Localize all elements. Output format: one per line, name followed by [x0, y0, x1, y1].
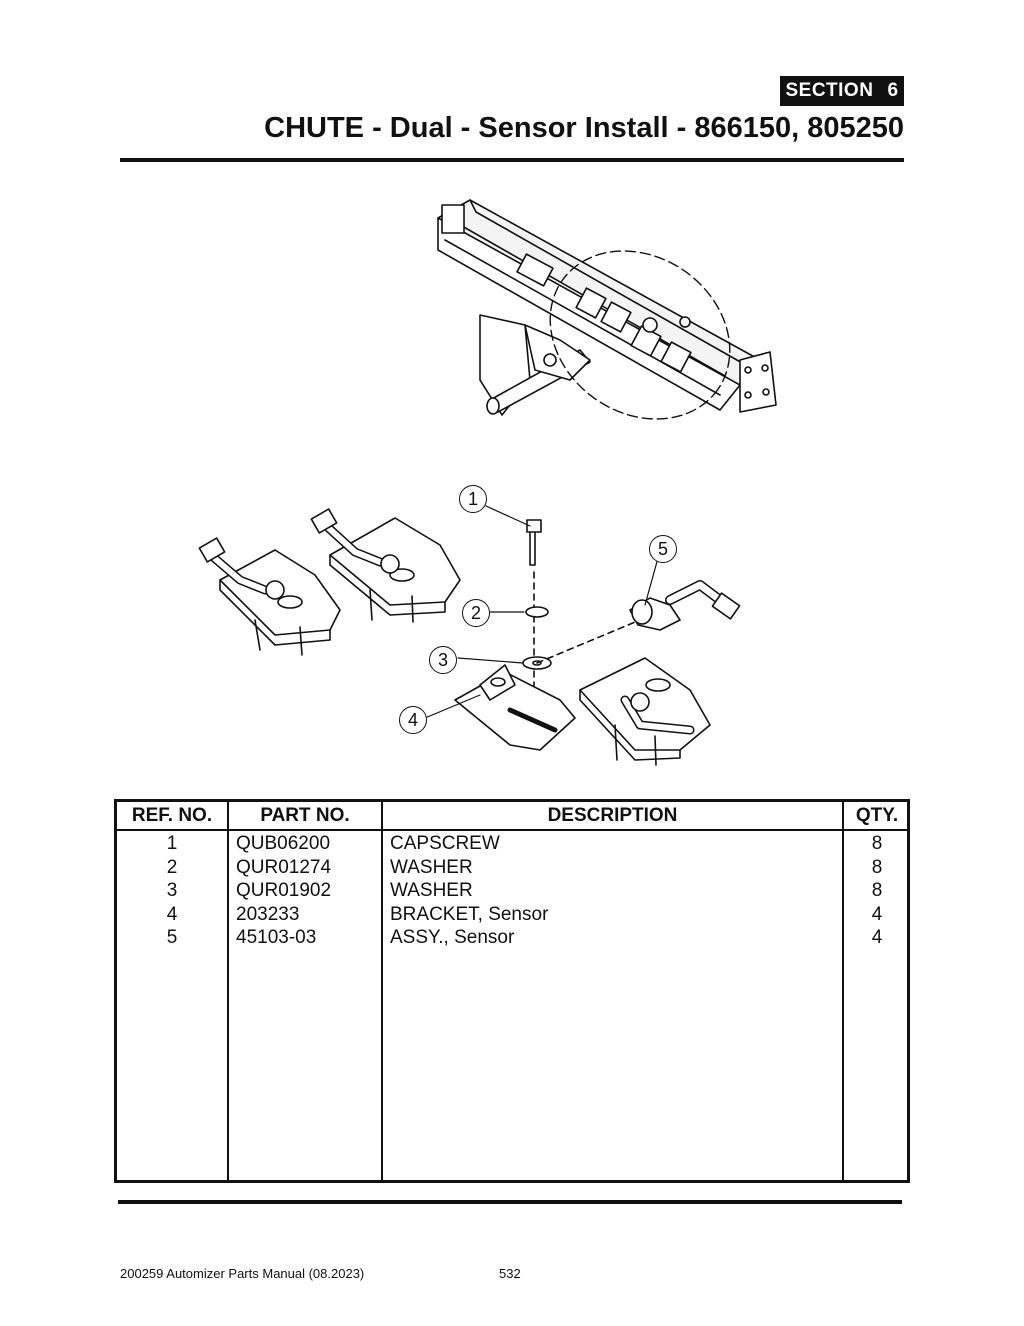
- header-part-no: PART NO.: [260, 805, 350, 826]
- cell-description: WASHER: [390, 880, 473, 901]
- cell-ref: 3: [166, 880, 178, 901]
- footer-page-number: 532: [499, 1266, 521, 1281]
- section-label: SECTION: [785, 80, 874, 101]
- cell-description: WASHER: [390, 856, 473, 878]
- exploded-parts-diagram: [180, 180, 800, 780]
- assembled-sensor-bracket-right: [580, 658, 710, 765]
- callout-2: 2: [462, 599, 490, 627]
- cell-part: QUR01902: [236, 880, 332, 901]
- footer-rule: [118, 1200, 902, 1204]
- section-badge: [780, 76, 904, 106]
- cell-qty: 8: [871, 833, 883, 854]
- header-rule: [120, 158, 904, 162]
- header-qty: QTY.: [855, 805, 899, 826]
- header-ref-no: REF. NO.: [131, 805, 213, 826]
- table-row: [117, 880, 907, 904]
- callout-1: 1: [459, 485, 487, 513]
- assembled-sensor-bracket-left: [199, 538, 340, 655]
- cell-ref: 2: [166, 856, 178, 878]
- cell-ref: 1: [166, 833, 178, 854]
- diagram-svg: [180, 180, 800, 780]
- section-number: 6: [887, 80, 899, 101]
- cell-ref: 5: [166, 927, 178, 948]
- cell-part: QUB06200: [236, 833, 331, 854]
- table-row: [117, 857, 907, 881]
- cell-description: CAPSCREW: [390, 833, 500, 854]
- chute-assembly-overview: [438, 200, 776, 453]
- parts-table: [114, 799, 910, 1183]
- footer-manual-title: 200259 Automizer Parts Manual (08.2023): [120, 1266, 365, 1281]
- table-header: [117, 802, 907, 831]
- cell-part: QUR01274: [236, 856, 332, 878]
- header-description: DESCRIPTION: [547, 805, 678, 826]
- cell-description: BRACKET, Sensor: [390, 903, 549, 925]
- callout-5: 5: [649, 535, 677, 563]
- cell-part: 203233: [236, 903, 300, 925]
- cell-qty: 4: [871, 927, 883, 948]
- cell-qty: 4: [871, 903, 883, 925]
- cell-ref: 4: [166, 903, 178, 925]
- callout-3: 3: [429, 646, 457, 674]
- cell-part: 45103-03: [236, 927, 317, 948]
- table-row: [117, 904, 907, 928]
- table-body: [117, 833, 907, 951]
- callout-4: 4: [399, 706, 427, 734]
- cell-description: ASSY., Sensor: [390, 927, 515, 948]
- page-title: CHUTE - Dual - Sensor Install - 866150, 805250: [264, 112, 904, 144]
- cell-qty: 8: [871, 856, 883, 878]
- cell-qty: 8: [871, 880, 883, 901]
- table-row: [117, 833, 907, 857]
- table-row: [117, 927, 907, 951]
